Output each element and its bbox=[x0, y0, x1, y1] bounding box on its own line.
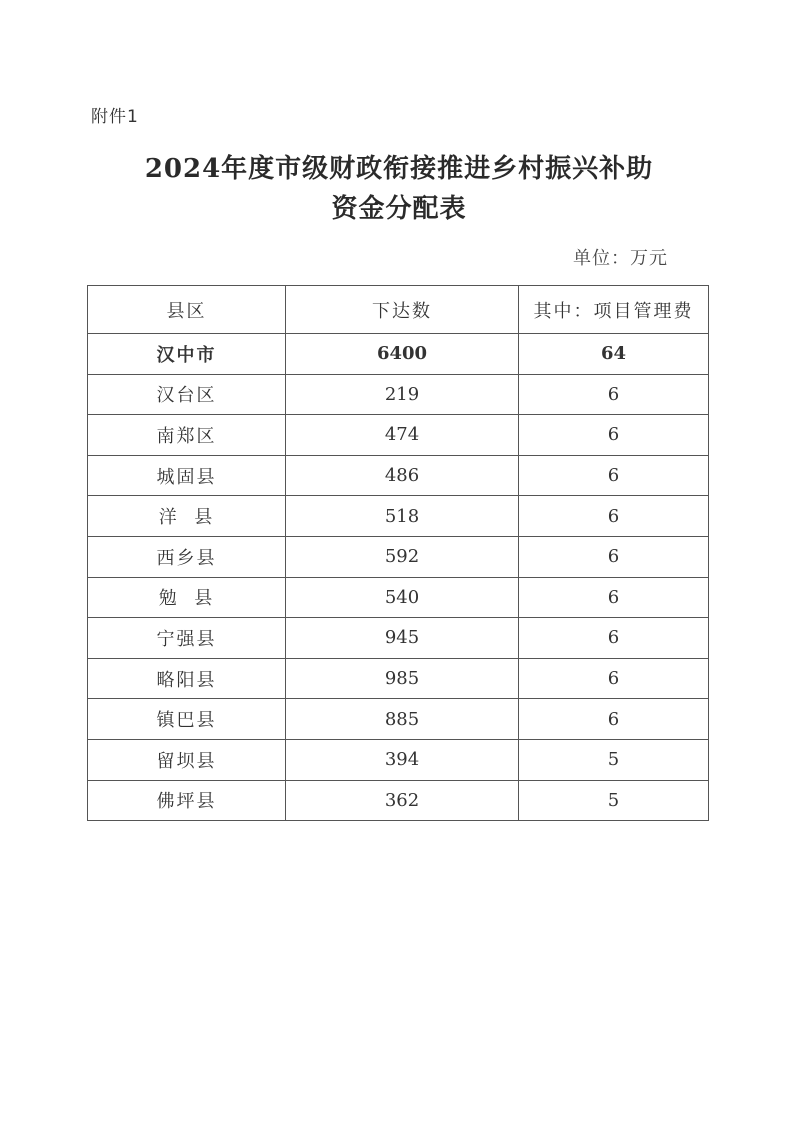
header-fee: 其中：项目管理费 bbox=[519, 286, 709, 334]
fee-cell: 6 bbox=[519, 618, 709, 659]
amount-cell: 885 bbox=[286, 699, 519, 740]
fee-cell: 5 bbox=[519, 739, 709, 780]
fee-cell: 6 bbox=[519, 658, 709, 699]
allocation-table bbox=[87, 285, 709, 821]
table-row bbox=[88, 496, 709, 537]
attachment-label: 附件1 bbox=[91, 107, 139, 127]
amount-cell: 219 bbox=[286, 374, 519, 415]
amount-cell: 474 bbox=[286, 415, 519, 456]
amount-cell: 592 bbox=[286, 536, 519, 577]
table-row bbox=[88, 739, 709, 780]
table-row bbox=[88, 415, 709, 456]
fee-cell: 6 bbox=[519, 455, 709, 496]
county-cell: 留坝县 bbox=[88, 739, 286, 780]
county-cell: 汉台区 bbox=[88, 374, 286, 415]
county-cell: 勉 县 bbox=[88, 577, 286, 618]
header-amount: 下达数 bbox=[286, 286, 519, 334]
county-cell: 洋 县 bbox=[88, 496, 286, 537]
county-cell: 宁强县 bbox=[88, 618, 286, 659]
fee-cell: 6 bbox=[519, 496, 709, 537]
table-row bbox=[88, 780, 709, 821]
fee-cell: 6 bbox=[519, 577, 709, 618]
amount-cell: 362 bbox=[286, 780, 519, 821]
table-row bbox=[88, 374, 709, 415]
county-cell: 南郑区 bbox=[88, 415, 286, 456]
amount-cell: 518 bbox=[286, 496, 519, 537]
county-cell: 佛坪县 bbox=[88, 780, 286, 821]
fee-cell: 6 bbox=[519, 415, 709, 456]
table-row-total bbox=[88, 334, 709, 375]
amount-cell: 945 bbox=[286, 618, 519, 659]
table-row bbox=[88, 536, 709, 577]
table-header-row bbox=[88, 286, 709, 334]
amount-cell: 540 bbox=[286, 577, 519, 618]
county-cell: 镇巴县 bbox=[88, 699, 286, 740]
fee-cell: 6 bbox=[519, 536, 709, 577]
amount-cell: 6400 bbox=[286, 334, 519, 375]
amount-cell: 394 bbox=[286, 739, 519, 780]
county-cell: 城固县 bbox=[88, 455, 286, 496]
table-row bbox=[88, 699, 709, 740]
document-title-line1: 2024年度市级财政衔接推进乡村振兴补助 bbox=[144, 154, 654, 184]
table-row bbox=[88, 618, 709, 659]
header-county: 县区 bbox=[88, 286, 286, 334]
fee-cell: 6 bbox=[519, 699, 709, 740]
table-row bbox=[88, 658, 709, 699]
fee-cell: 5 bbox=[519, 780, 709, 821]
amount-cell: 985 bbox=[286, 658, 519, 699]
table-row bbox=[88, 455, 709, 496]
county-cell: 西乡县 bbox=[88, 536, 286, 577]
table-row bbox=[88, 577, 709, 618]
amount-cell: 486 bbox=[286, 455, 519, 496]
fee-cell: 64 bbox=[519, 334, 709, 375]
county-cell: 汉中市 bbox=[88, 334, 286, 375]
document-title-line2: 资金分配表 bbox=[331, 194, 467, 224]
county-cell: 略阳县 bbox=[88, 658, 286, 699]
fee-cell: 6 bbox=[519, 374, 709, 415]
unit-label: 单位：万元 bbox=[573, 248, 668, 269]
